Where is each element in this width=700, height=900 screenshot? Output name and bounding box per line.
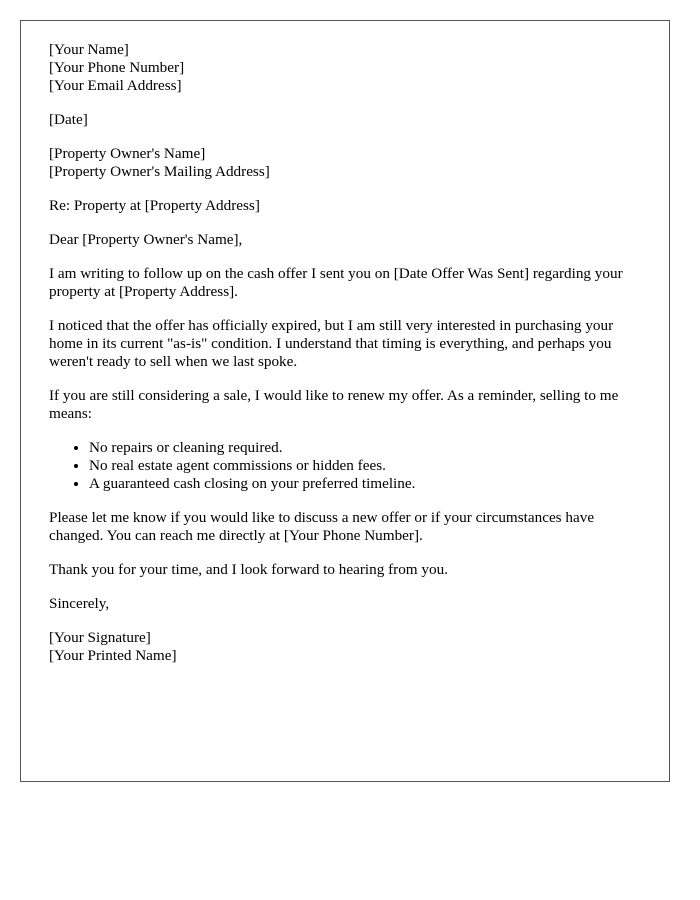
list-item: • No real estate agent commissions or hidden fees. bbox=[89, 457, 649, 475]
body-paragraph: I am writing to follow up on the cash offer I sent you on [Date Offer Was Sent] regarding your property at [Property Address]. bbox=[49, 265, 623, 300]
letter-page bbox=[20, 20, 670, 782]
recipient-address: [Property Owner's Mailing Address] bbox=[49, 163, 270, 180]
list-item: • A guaranteed cash closing on your preferred timeline. bbox=[89, 475, 649, 493]
recipient-name: [Property Owner's Name] bbox=[49, 145, 206, 162]
signature-line: [Your Signature] bbox=[49, 629, 151, 646]
printed-name: [Your Printed Name] bbox=[49, 647, 177, 664]
letter-date: [Date] bbox=[49, 111, 88, 128]
signature-block bbox=[49, 629, 649, 665]
recipient-block bbox=[49, 145, 649, 181]
body-paragraph: If you are still considering a sale, I would like to renew my offer. As a reminder, selling to me means: bbox=[49, 387, 619, 422]
closing-paragraph: Thank you for your time, and I look forward to hearing from you. bbox=[49, 561, 448, 578]
subject-line: Re: Property at [Property Address] bbox=[49, 197, 260, 214]
sender-email: [Your Email Address] bbox=[49, 77, 182, 94]
benefits-list bbox=[49, 439, 649, 493]
sender-phone: [Your Phone Number] bbox=[49, 59, 185, 76]
sender-block bbox=[49, 41, 649, 95]
signoff: Sincerely, bbox=[49, 595, 110, 612]
sender-name: [Your Name] bbox=[49, 41, 129, 58]
date-block bbox=[49, 111, 649, 129]
body-paragraph: I noticed that the offer has officially expired, but I am still very interested in purchasing your home in its current "as-is" condition. I understand that timing is everything, and perhaps you weren't ready to sell when we last spoke. bbox=[49, 317, 614, 370]
list-item: • No repairs or cleaning required. bbox=[89, 439, 649, 457]
closing-paragraph: Please let me know if you would like to discuss a new offer or if your circumstances have changed. You can reach me directly at [Your Phone Number]. bbox=[49, 509, 595, 544]
salutation: Dear [Property Owner's Name], bbox=[49, 231, 243, 248]
